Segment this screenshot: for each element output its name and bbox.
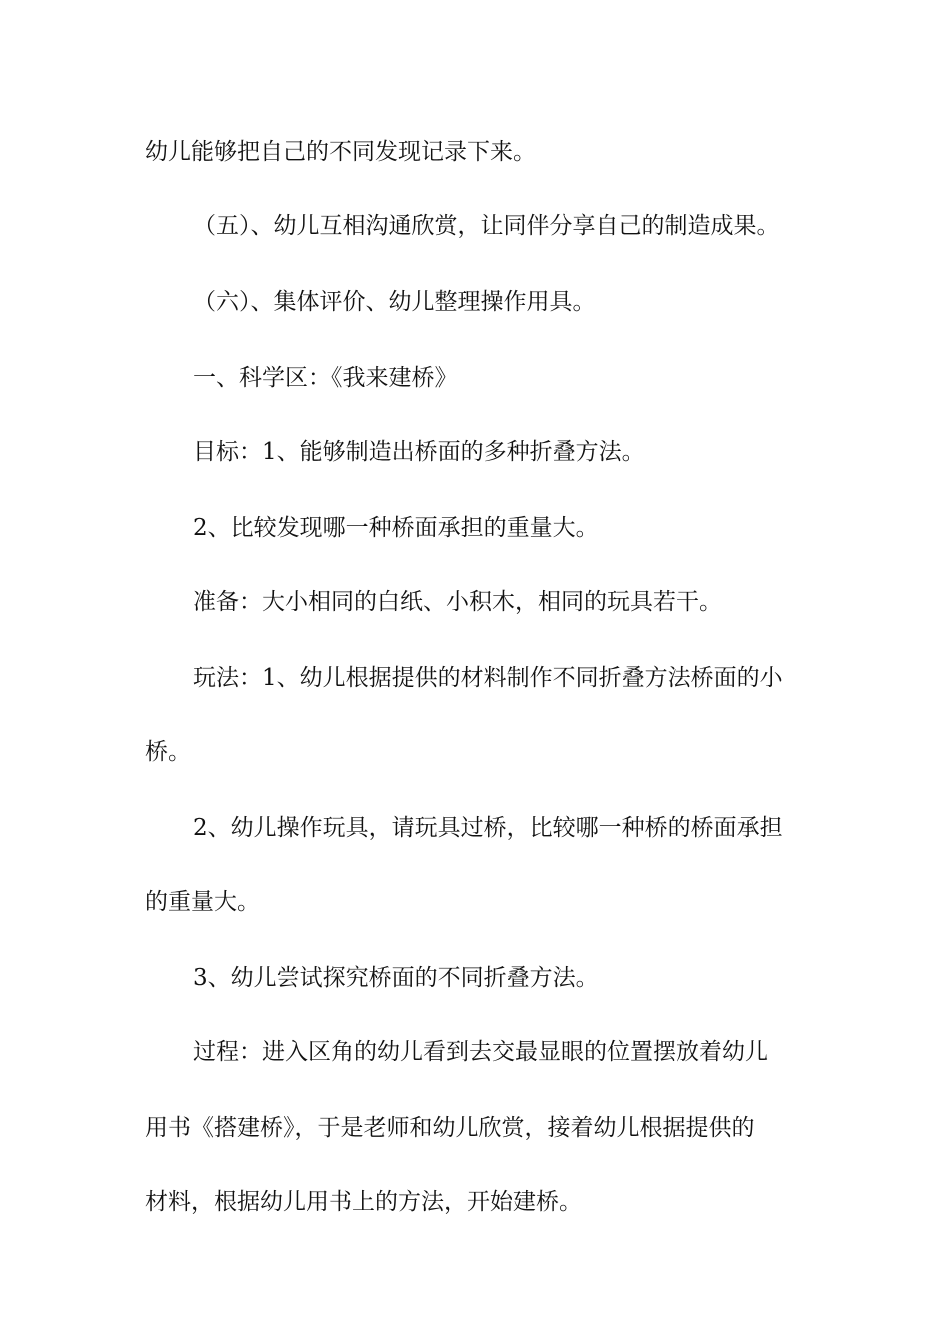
paragraph-line: 的重量大。	[145, 889, 260, 915]
paragraph-line: 3、幼儿尝试探究桥面的不同折叠方法。	[193, 965, 599, 991]
paragraph-line: 幼儿能够把自己的不同发现记录下来。	[145, 139, 536, 165]
paragraph-line: 过程：进入区角的幼儿看到去交最显眼的位置摆放着幼儿	[193, 1039, 768, 1065]
paragraph-line: 目标：1、能够制造出桥面的多种折叠方法。	[193, 439, 645, 465]
paragraph-line: （五）、幼儿互相沟通欣赏，让同伴分享自己的制造成果。	[193, 213, 780, 239]
paragraph-line: 桥。	[145, 739, 191, 765]
paragraph-line: 2、比较发现哪一种桥面承担的重量大。	[193, 515, 599, 541]
paragraph-line: （六）、集体评价、幼儿整理操作用具。	[193, 289, 596, 315]
paragraph-line: 用书《搭建桥》，于是老师和幼儿欣赏，接着幼儿根据提供的	[145, 1115, 755, 1141]
paragraph-line: 2、幼儿操作玩具，请玩具过桥，比较哪一种桥的桥面承担	[193, 815, 783, 841]
paragraph-line: 玩法：1、幼儿根据提供的材料制作不同折叠方法桥面的小	[193, 665, 783, 691]
paragraph-line: 准备：大小相同的白纸、小积木，相同的玩具若干。	[193, 589, 722, 615]
paragraph-line: 材料，根据幼儿用书上的方法，开始建桥。	[145, 1189, 582, 1215]
section-heading: 一、科学区：《我来建桥》	[193, 365, 458, 391]
